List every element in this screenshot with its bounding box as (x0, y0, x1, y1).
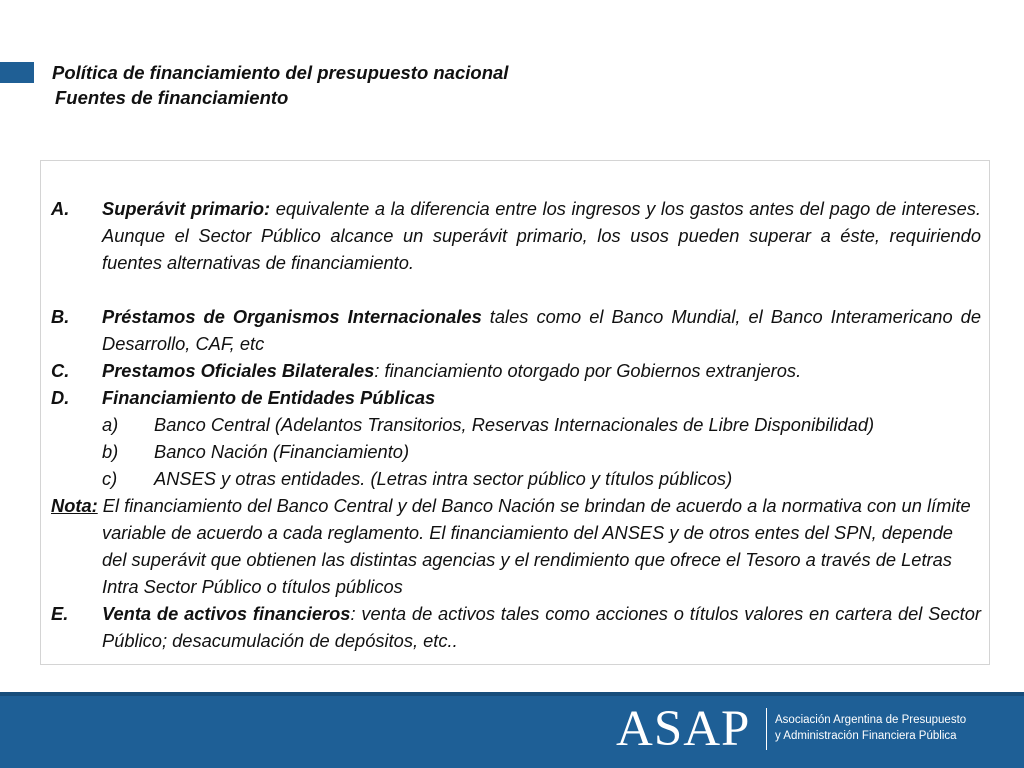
list-item-d (51, 384, 981, 411)
list-item-a (51, 195, 981, 276)
content-text (51, 195, 981, 654)
item-text: : financiamiento otorgado por Gobiernos extranjeros. (374, 360, 802, 381)
item-marker: C. (51, 360, 70, 381)
item-text: : venta de activos tales como acciones o títulos valores en cartera del Sector Público; desacumulación de depósitos, etc.. (102, 603, 981, 651)
item-term: Financiamiento de Entidades Públicas (102, 387, 436, 408)
item-marker: E. (51, 603, 69, 624)
list-item-b (51, 303, 981, 357)
asap-logo: ASAP (616, 701, 751, 757)
item-text: tales como el Banco Mundial, el Banco Interamericano de Desarrollo, CAF, etc (102, 306, 981, 354)
sub-item-text: Banco Nación (Financiamiento) (154, 441, 410, 462)
sub-item-marker: c) (102, 468, 118, 489)
spacer (51, 276, 981, 303)
sub-item-c (51, 465, 981, 492)
logo-caption-line-2: y Administración Financiera Pública (775, 730, 957, 742)
note-label: Nota: (51, 495, 98, 516)
sub-item-text: Banco Central (Adelantos Transitorios, Reservas Internacionales de Libre Disponibilidad) (154, 414, 875, 435)
sub-item-text: ANSES y otras entidades. (Letras intra sector público y títulos públicos) (154, 468, 733, 489)
list-item-c (51, 357, 981, 384)
note-text: El financiamiento del Banco Central y del Banco Nación se brindan de acuerdo a la normativa con un límite variable de acuerdo a cada reglamento. El financiamiento del ANSES y de otros entes del SPN, depende del superávit que obtienen las distintas agencias y el rendimiento que ofrece el Tesoro a través de Letras Intra Sector Público o títulos públicos (97, 495, 971, 597)
item-marker: A. (51, 198, 70, 219)
item-marker: D. (51, 387, 70, 408)
list-item-e (51, 600, 981, 654)
sub-item-marker: b) (102, 441, 119, 462)
item-term: Prestamos Oficiales Bilaterales (102, 360, 375, 381)
logo-caption (775, 712, 966, 744)
logo-divider (766, 708, 767, 750)
item-term: Superávit primario: (102, 198, 271, 219)
footer-shade (0, 692, 1024, 696)
sub-item-b (51, 438, 981, 465)
sub-item-marker: a) (102, 414, 119, 435)
slide-subtitle: Fuentes de financiamiento (55, 87, 289, 108)
item-text: equivalente a la diferencia entre los ingresos y los gastos antes del pago de intereses. Aunque el Sector Público alcance un superávit primario, los usos pueden superar a éste, requiriendo fuentes alternativas de financiamiento. (102, 198, 982, 273)
slide-header (52, 60, 508, 110)
note-paragraph (51, 492, 981, 600)
sub-item-a (51, 411, 981, 438)
item-marker: B. (51, 306, 70, 327)
slide-title: Política de financiamiento del presupuesto nacional (52, 62, 509, 83)
logo-caption-line-1: Asociación Argentina de Presupuesto (775, 714, 967, 726)
title-accent-bar (0, 62, 34, 83)
item-term: Préstamos de Organismos Internacionales (102, 306, 482, 327)
item-term: Venta de activos financieros (102, 603, 351, 624)
